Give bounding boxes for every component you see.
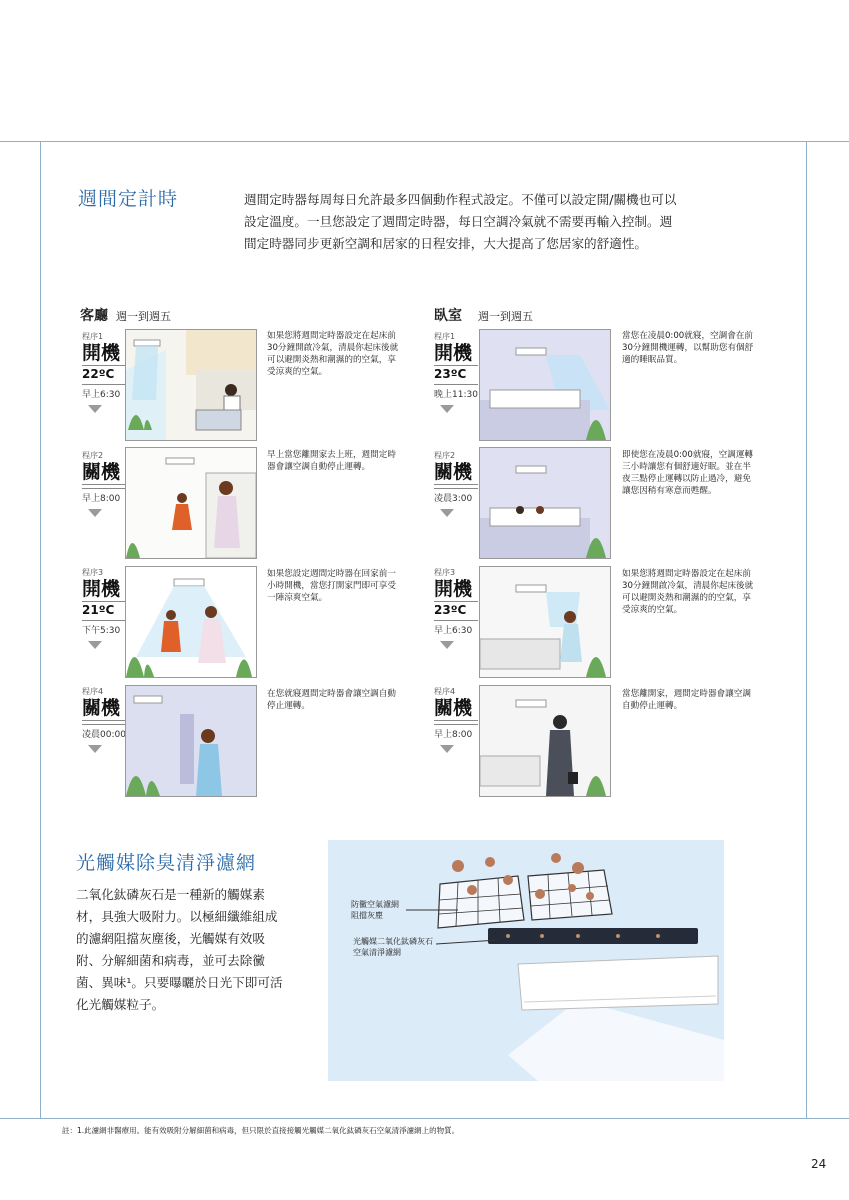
down-arrow-icon [440,745,454,753]
program-time: 凌晨3:00 [434,488,478,504]
program-time: 晚上11:30 [434,384,478,400]
bedroom-program-1 [434,331,478,413]
down-arrow-icon [88,509,102,517]
program-label: 程序3 [434,568,456,577]
program-label: 程序4 [434,687,456,696]
down-arrow-icon [88,641,102,649]
down-arrow-icon [440,405,454,413]
filter-description: 二氧化鈦磷灰石是一種新的觸媒素材，具強大吸附力。以極細纖維組成的濾網阻擋灰塵後，光觸媒有效吸附、分解細菌和病毒，並可去除黴菌、異味¹。只要曝曬於日光下即可活化光觸媒粒子。 [76,887,283,1012]
living-scene-4 [125,685,257,797]
bedroom-title: 臥室 [434,308,462,324]
bedroom-desc-2: 即使您在凌晨0:00就寢，空調運轉三小時讓您有個舒適好眠。並在半夜三點停止運轉以防止過冷，避免讓您因稍有寒意而甦醒。 [622,450,754,496]
down-arrow-icon [440,641,454,649]
program-label: 程序4 [82,687,104,696]
bedroom-scene-3 [479,566,611,678]
program-temp: 23ºC [434,367,467,381]
living-program-4 [82,686,126,753]
callout-dust-filter: 防黴空氣濾網 阻擋灰塵 [351,900,399,920]
program-time: 早上6:30 [434,620,478,636]
callout-photocatalyst-filter: 光觸媒二氧化鈦磷灰石 空氣清淨濾網 [353,937,433,957]
program-state: 關機 [434,461,478,485]
bedroom-desc-3: 如果您將週間定時器設定在起床前30分鐘開啟冷氣，清晨你起床後就可以避開炎熱和潮濕的的空氣，享受涼爽的空氣。 [622,569,754,615]
program-state: 開機 [434,578,478,602]
top-rule [0,141,849,142]
program-state: 關機 [82,697,126,721]
living-room-heading [80,305,171,325]
weekly-timer-intro: 週間定時器每周每日允許最多四個動作程式設定。不僅可以設定開/關機也可以設定溫度。一旦您設定了週間定時器，每日空調冷氣就不需要再輸入控制。週間定時器同步更新空調和居家的日程安排，大大提高了您居家的舒適性。 [244,192,677,251]
living-desc-2: 早上當您離開家去上班，週間定時器會讓空調自動停止運轉。 [267,450,396,472]
living-desc-1: 如果您將週間定時器設定在起床前30分鐘開啟冷氣，清晨你起床後就可以避開炎熱和潮濕的的空氣，享受涼爽的空氣。 [267,331,399,377]
program-time: 下午5:30 [82,620,126,636]
filter-illustration [328,840,724,1081]
down-arrow-icon [88,405,102,413]
weekly-timer-title: 週間定計時 [78,188,179,210]
living-program-1 [82,331,126,413]
living-scene-1 [125,329,257,441]
left-rule [40,141,41,1118]
program-state: 開機 [434,342,478,366]
page-number: 24 [811,1157,827,1171]
program-state: 關機 [82,461,126,485]
program-time: 早上8:00 [82,488,126,504]
program-time: 早上6:30 [82,384,126,400]
program-time: 早上8:00 [434,724,478,740]
bedroom-scene-2 [479,447,611,559]
program-label: 程序2 [434,451,456,460]
program-state: 開機 [82,578,126,602]
program-temp: 23ºC [434,603,467,617]
program-label: 程序1 [434,332,456,341]
bedroom-scene-1 [479,329,611,441]
down-arrow-icon [440,509,454,517]
program-label: 程序1 [82,332,104,341]
living-desc-4: 在您就寢週間定時器會讓空調自動停止運轉。 [267,689,396,711]
living-program-3 [82,567,126,649]
living-room-subtitle: 週一到週五 [116,310,171,323]
footnote: 註：1.此濾網非醫療用。能有效吸附分解細菌和病毒，但只限於直接接觸光觸媒二氧化鈦磷灰石空氣清淨濾網上的物質。 [62,1126,460,1135]
living-scene-2 [125,447,257,559]
living-desc-3: 如果您設定週間定時器在回家前一小時開機，當您打開家門即可享受一陣涼爽空氣。 [267,569,396,603]
bedroom-program-4 [434,686,478,753]
program-state: 關機 [434,697,478,721]
bedroom-scene-4 [479,685,611,797]
bedroom-program-3 [434,567,478,649]
living-program-2 [82,450,126,517]
program-state: 開機 [82,342,126,366]
program-time: 凌晨00:00 [82,724,126,740]
bedroom-heading [434,305,533,325]
bedroom-desc-4: 當您離開家，週間定時器會讓空調自動停止運轉。 [622,689,751,711]
filter-title: 光觸媒除臭清淨濾網 [76,852,257,874]
bottom-rule [0,1118,849,1119]
down-arrow-icon [88,745,102,753]
program-label: 程序3 [82,568,104,577]
program-temp: 22ºC [82,367,115,381]
right-rule [806,141,807,1118]
bedroom-program-2 [434,450,478,517]
program-label: 程序2 [82,451,104,460]
living-room-title: 客廳 [80,308,108,324]
bedroom-subtitle: 週一到週五 [478,310,533,323]
bedroom-desc-1: 當您在凌晨0:00就寢，空調會在前30分鐘開機運轉，以幫助您有個舒適的睡眠品質。 [622,331,754,365]
program-temp: 21ºC [82,603,115,617]
living-scene-3 [125,566,257,678]
